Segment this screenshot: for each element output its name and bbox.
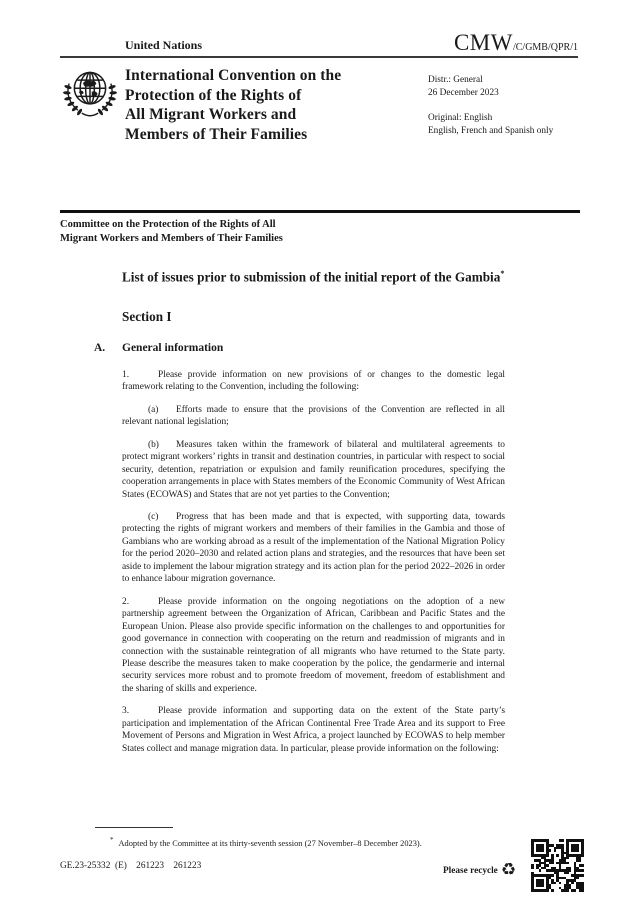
paragraph-3 [122,705,505,755]
paragraph-text: Please provide information on new provisions of or changes to the domestic legal framework relating to the Convention, including the following: [122,369,505,393]
footnote-text: Adopted by the Committee at its thirty-seventh session (27 November–8 December 2023). [118,838,422,848]
convention-title-line: Protection of the Rights of [125,86,302,104]
footer-reference: GE.23-25332 (E) 261223 261223 [60,861,202,871]
paragraph-1c [122,511,505,586]
paragraph-1b [122,439,505,501]
footnote-separator [95,827,173,828]
paragraph-label: 3. [122,706,130,717]
section-rule [60,210,580,213]
original-language-line: Original: English [428,113,493,123]
paragraph-2 [122,596,505,696]
qr-code-icon [531,839,584,892]
paragraph-text: Measures taken within the framework of bilateral and multilateral agreements to protect migrant workers’ rights in transit and destination countries, in particular with respect to social security, detention, repatriation or expulsion and family reunification procedures, specifying the cooperation arrangements in place with States members of the Economic Community of West African States (ECOWAS) and States that are not yet parties to the Convention; [122,439,505,500]
header-rule [60,56,578,58]
paragraph-text: Please provide information and supporting data on the extent of the State party’s participation and implementation of the African Continental Free Trade Area and its support to Free Movement of Persons and Migration in West Africa, a project launched by ECOWAS to help member States collect and manage migration data. In particular, please provide information on the following: [122,706,505,754]
org-name: United Nations [125,38,203,52]
distr-line: Distr.: General [428,75,483,85]
un-emblem-icon [61,65,119,123]
document-symbol [454,30,578,56]
document-symbol-suffix: /C/GMB/QPR/1 [512,42,578,53]
un-emblem-graphic [61,65,119,123]
convention-title-line: Members of Their Families [125,125,308,143]
recycle-icon: ♻ [500,860,517,880]
convention-title-line: International Convention on the [125,67,342,84]
distribution-info [428,74,553,137]
paragraph-1 [122,369,505,394]
paragraph-label: (a) [148,404,159,415]
languages-line: English, French and Spanish only [428,125,554,136]
page-title [122,266,522,286]
subsection-label: A. [94,341,106,354]
paragraph-1a [122,404,505,429]
date-line: 26 December 2023 [428,87,499,98]
committee-heading-line: Committee on the Protection of the Rights of All [60,219,276,230]
document-body [94,266,505,765]
committee-heading [60,218,283,245]
paragraph-label: (c) [148,511,159,522]
document-symbol-main: CMW [453,30,513,55]
paragraph-label: 1. [122,369,130,380]
convention-title [125,66,341,144]
page-title-text: List of issues prior to submission of the initial report of the Gambia [122,269,501,285]
section-heading: Section I [122,308,172,324]
subsection-title: General information [122,341,224,354]
paragraphs [122,369,505,755]
spacer [428,99,553,112]
subsection-heading [94,341,505,354]
footnote [110,835,530,849]
paragraph-text: Progress that has been made and that is expected, with supporting data, towards protecting the rights of migrant workers and members of their families in the Gambia and those of Gambians who are working abroad as a result of the implementation of the National Migration Policy for the period 2020–2030 and related action plans and strategies, and the resources that have been set aside to implement the labour migration strategy and its action plan for the period 2022–2026 in order to enhance labour migration governance. [122,511,505,585]
convention-title-line: All Migrant Workers and [125,106,297,123]
title-footnote-marker: * [500,269,505,278]
paragraph-text: Please provide information on the ongoing negotiations on the adoption of a new partnership agreement between the Organization of African, Caribbean and Pacific States and the European Union. Please also provide specific information on the challenges to and opportunities for good governance in connection with cooperating on the return and readmission of migrants and in connection with the sustainable reintegration of all migrants who have returned to the State party. Please describe the measures taken to make cooperation by the police, the gendarmerie and internal security services more robust and to promote freedom of movement, freedom of establishment and the sharing of skills and experience. [122,596,505,694]
committee-heading-line: Migrant Workers and Members of Their Families [60,232,283,244]
recycle-notice [443,862,516,879]
recycle-label: Please recycle [443,865,498,876]
footnote-marker: * [110,836,114,844]
paragraph-label: (b) [148,439,159,450]
paragraph-text: Efforts made to ensure that the provisions of the Convention are reflected in all relevant national legislation; [122,404,505,428]
paragraph-label: 2. [122,596,130,607]
